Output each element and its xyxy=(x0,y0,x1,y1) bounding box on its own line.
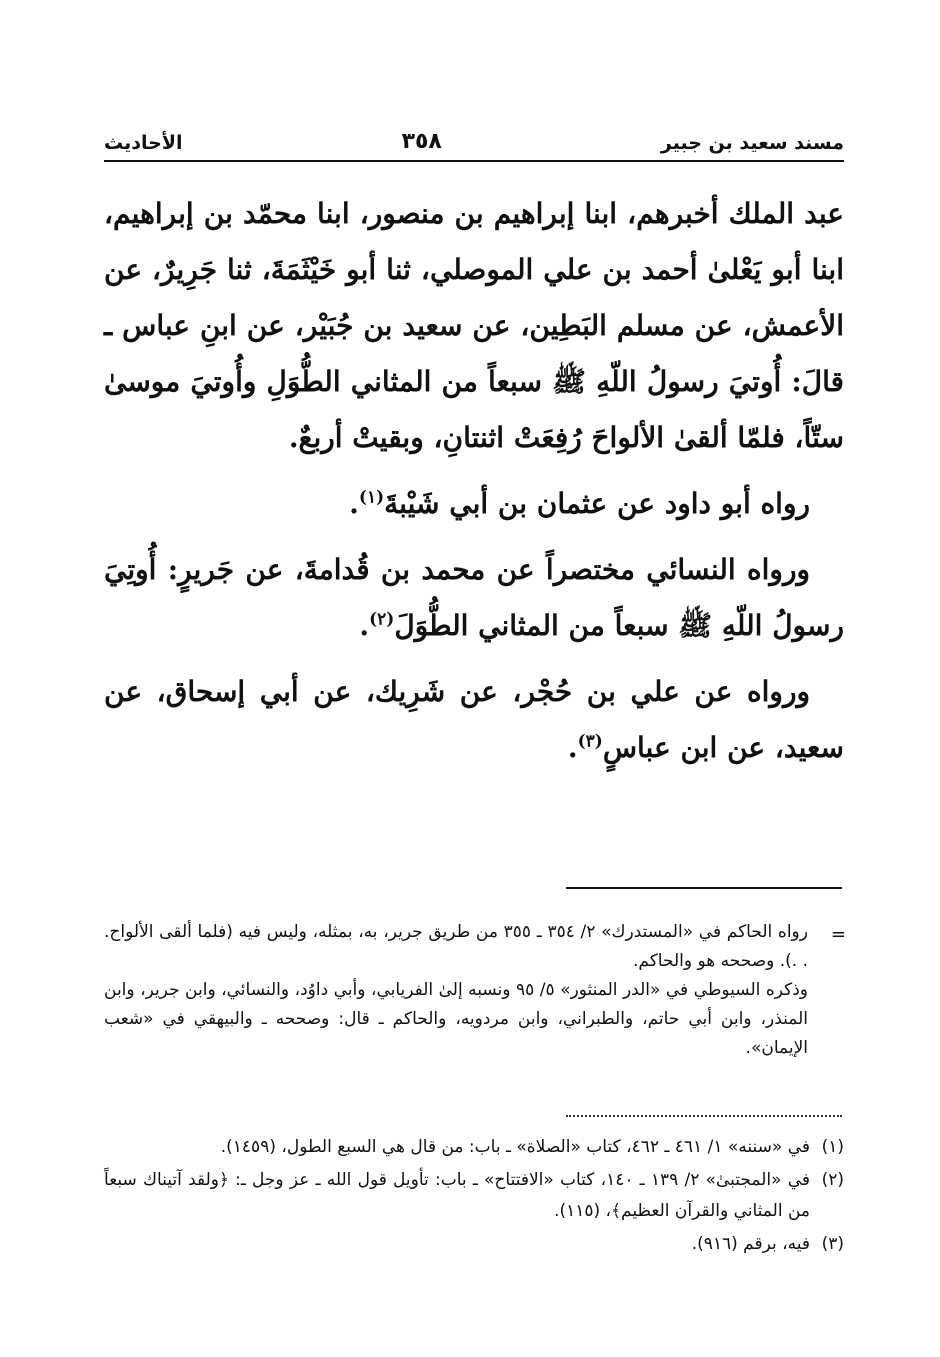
footnote-marker-3: (٣) xyxy=(577,731,603,752)
footnotes xyxy=(104,1132,844,1262)
section-title: الأحاديث xyxy=(104,132,183,154)
running-header xyxy=(104,118,844,154)
header-rule xyxy=(104,160,844,162)
footnote-text: في «سننه» ١/ ٤٦١ ـ ٤٦٢، كتاب «الصلاة» ـ باب: من قال هي السبع الطول، (١٤٥٩). xyxy=(220,1137,810,1157)
footnote-text: فيه، برقم (٩١٦). xyxy=(691,1234,810,1254)
paragraph-nasai xyxy=(104,542,844,654)
footnote-1 xyxy=(104,1132,844,1163)
paragraph-text: ورواه عن علي بن حُجْر، عن شَرِيك، عن أبي إسحاق، عن سعيد، عن ابن عباسٍ xyxy=(104,675,844,764)
main-text xyxy=(104,186,844,786)
footnote-text: في «المجتبىٰ» ٢/ ١٣٩ ـ ١٤٠، كتاب «الافتتاح» ـ باب: تأويل قول الله ـ عز وجل ـ: ﴿ولقد آتيناك سبعاً من المثاني والقرآن العظيم﴾، (١١٥). xyxy=(104,1170,810,1221)
paragraph-isnad: عبد الملك أخبرهم، ابنا إبراهيم بن منصور، ابنا محمّد بن إبراهيم، ابنا أبو يَعْلىٰ أحمد بن علي الموصلي، ثنا أبو خَيْثَمَةَ، ثنا جَرِيرٌ، عن الأعمش، عن مسلم البَطِين، عن سعيد بن جُبَيْر، عن ابنِ عباس ـ قالَ: أُوتيَ رسولُ اللّهِ ﷺ سبعاً من المثاني الطُّوَلِ وأُوتيَ موسىٰ ستّاً، فلمّا ألقىٰ الألواحَ رُفِعَتْ اثنتانِ، وبقيتْ أربعٌ. xyxy=(104,197,844,454)
paragraph-abu-dawud xyxy=(104,476,844,532)
book-title: مسند سعيد بن جبير xyxy=(660,132,844,154)
footnote-2 xyxy=(104,1165,844,1227)
paragraph-hujr xyxy=(104,664,844,776)
footnote-marker-1: (١) xyxy=(358,487,385,508)
continuation-mark: = xyxy=(830,924,846,945)
footnote-number: (١) xyxy=(821,1137,844,1157)
continuation-line-hakim: رواه الحاكم في «المستدرك» ٢/ ٣٥٤ ـ ٣٥٥ من طريق جرير، به، بمثله، وليس فيه (فلما ألقى الألواح. . .). وصححه هو والحاكم. xyxy=(104,922,808,971)
footnotes-separator xyxy=(566,1115,842,1117)
footnote-marker-2: (٢) xyxy=(369,609,395,630)
continuation-line-suyuti: وذكره السيوطي في «الدر المنثور» ٥/ ٩٥ ونسبه إلىٰ الفريابي، وأبي داوُد، والنسائي، وابن جرير، وابن المنذر، وابن أبي حاتم، والطبراني، وابن مردويه، والحاكم ـ قال: وصححه ـ والبيهقي في «شعب الإيمان». xyxy=(104,980,808,1058)
paragraph-end: . xyxy=(349,487,359,520)
footnote-number: (٣) xyxy=(821,1234,844,1254)
paragraph-text: رواه أبو داود عن عثمان بن أبي شَيْبةَ xyxy=(384,487,810,520)
paragraph-end: . xyxy=(359,609,370,642)
footnote-3 xyxy=(104,1229,844,1260)
notes-separator xyxy=(566,887,842,889)
footnote-number: (٢) xyxy=(821,1170,844,1190)
page-number: ٣٥٨ xyxy=(401,129,442,154)
paragraph-text: ورواه النسائي مختصراً عن محمد بن قُدامةَ، عن جَريرٍ: أُوتِيَ رسولُ اللّهِ ﷺ سبعاً من المثاني الطُّوَلَ xyxy=(104,553,844,642)
paragraph-end: . xyxy=(567,731,578,764)
continued-footnote xyxy=(104,918,844,1063)
